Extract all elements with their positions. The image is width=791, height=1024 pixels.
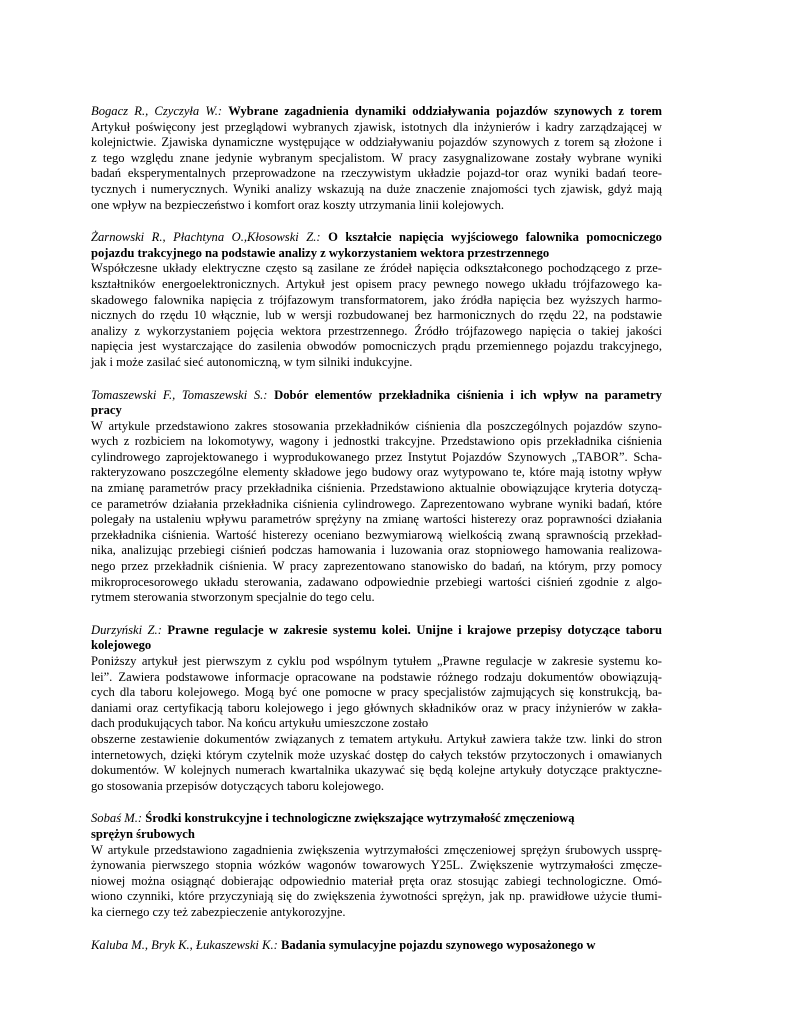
entry-abstract-line: napięcia jest wystarczające do zasilenia obwodów pomocniczych prądu przemiennego pojazdu trakcyjnego, [91, 339, 662, 354]
abstract-entry [91, 623, 662, 795]
entry-title-continuation: kolejowego [91, 638, 152, 653]
entry-abstract-line: W artykule przedstawiono zagadnienia zwiększenia wytrzymałości zmęczeniowej sprężyn śrubowych ussprę- [91, 842, 662, 857]
entry-abstract-line: nicznych do rzędu 10 włącznie, lub w wersji rozbudowanej bez harmonicznych do rzędu 22, na podstawie [91, 308, 662, 323]
entry-heading-line [91, 230, 662, 246]
entry-title: Badania symulacyjne pojazdu szynowego wyposażonego w [280, 937, 596, 952]
entry-title-continuation: pojazdu trakcyjnego na podstawie analizy z wykorzystaniem wektora przestrzennego [91, 245, 550, 260]
entry-abstract-line: polegały na ustaleniu wpływu parametrów sprężyny na zmianę wartości histerezy oraz poprawności działania [91, 512, 662, 527]
entry-abstract-line: cych dla taboru kolejowego. Mogą być one pomocne w pracy specjalistów zajmujących się konstrukcją, ba- [91, 685, 662, 700]
entry-abstract-line: internetowych, dzięki którym czytelnik może uzyskać dostęp do całych tekstów przytoczonych i omawianych [91, 747, 662, 762]
entry-authors: Kaluba M., Bryk K., Łukaszewski K.: [91, 937, 278, 952]
entry-abstract-line: na zmianę parametrów pracy przekładnika ciśnienia. Przedstawiono aktualnie obowiązujące kryteria dotyczą- [91, 481, 662, 496]
entry-abstract-line: niowej można osiągnąć dobierając odpowiednio materiał pręta oraz stosując zabiegi technologiczne. Omó- [91, 873, 662, 888]
entry-heading-line [91, 388, 662, 404]
entry-abstract-line: tycznych i numerycznych. Wyniki analizy wskazują na duże znaczenie znajomości tych zjawisk, gdyż mają [91, 181, 662, 196]
entry-abstract-line: one wpływ na bezpieczeństwo i komfort oraz koszty utrzymania linii kolejowych. [91, 197, 505, 212]
entry-abstract-line: W artykule przedstawiono zakres stosowania przekładników ciśnienia dla poszczególnych pojazdów szyno- [91, 418, 662, 433]
entry-abstract-line: go stosowania przepisów dotyczących taboru kolejowego. [91, 778, 385, 793]
abstract-entry [91, 104, 662, 213]
entry-abstract-line: Artykuł poświęcony jest przeglądowi wybranych zjawisk, istotnych dla inżynierów i kadry zarządzającej w [91, 119, 662, 134]
entry-title: Prawne regulacje w zakresie systemu kolei. Unijne i krajowe przepisy dotyczące taboru [167, 622, 662, 637]
abstract-entry [91, 811, 662, 920]
entry-abstract-line: lei”. Zawiera podstawowe informacje opracowane na podstawie różnego rodzaju dokumentów obowiązują- [91, 669, 662, 684]
entry-abstract-line: z tego względu znane jedynie wybranym specjalistom. W pracy zasygnalizowane zostały wybrane wyniki [91, 150, 662, 165]
entry-abstract-line: daniami oraz certyfikacją taboru kolejowego i jego głównych składników oraz w pracy inżynierów w zakła- [91, 700, 662, 715]
entry-heading-line [91, 104, 662, 120]
document-page [91, 104, 662, 970]
entry-abstract-line: nika, analizując przebiegi ciśnień podczas hamowania i luzowania oraz stopniowego hamowania realizowa- [91, 543, 662, 558]
abstract-entry [91, 230, 662, 370]
entry-abstract-line: ka ciernego czy też zabezpieczenie antykorozyjne. [91, 904, 346, 919]
entry-abstract-line: analizy z wykorzystaniem pojęcia wektora przestrzennego. Źródło trójfazowego napięcia o takiej jakości [91, 323, 662, 338]
entry-title: Wybrane zagadnienia dynamiki oddziaływania pojazdów szynowych z torem [228, 104, 662, 118]
abstract-entry [91, 938, 662, 954]
entry-abstract-line: cylindrowego zaprojektowanego i wyprodukowanego przez Instytut Pojazdów Szynowych „TABOR”. Scha- [91, 449, 662, 464]
entry-title: Środki konstrukcyjne i technologiczne zwiększające wytrzymałość zmęczeniową [145, 811, 575, 826]
entry-title-continuation: pracy [91, 403, 122, 418]
entry-authors: Żarnowski R., Płachtyna O.,Kłosowski Z.: [91, 230, 321, 245]
entry-abstract-line: rakteryzowano poszczególne elementy składowe jego budowy oraz wytypowano te, które mają istotny wpływ [91, 465, 662, 480]
entry-abstract-line: ce parametrów działania przekładnika ciśnienia cylindrowego. Zaprezentowano wybrane wyniki badań, które [91, 496, 662, 511]
entry-authors: Tomaszewski F., Tomaszewski S.: [91, 387, 268, 402]
entry-title-continuation: sprężyn śrubowych [91, 826, 195, 841]
entry-abstract-line: wiono czynniki, które przyczyniają się do zwiększenia żywotności sprężyn, jak np. prawidłowe użycie tłumi- [91, 889, 662, 904]
entry-abstract-line: żynowania pierwszego stopnia wózków wagonów towarowych Y25L. Zwiększenie wytrzymałości zmęcze- [91, 858, 662, 873]
entry-abstract-line: nego przez przekładnik ciśnienia. W pracy zaprezentowano stanowisko do badań, na którym, przy pomocy [91, 559, 662, 574]
entry-abstract-line: dokumentów. W kolejnych numerach kwartalnika ukazywać się będą kolejne artykuły dotyczące praktyczne- [91, 763, 662, 778]
entry-abstract-line: jak i może zasilać sieć autonomiczną, w tym silniki indukcyjne. [91, 354, 413, 369]
entry-abstract-line: wych z rozbiciem na lokomotywy, wagony i jednostki trakcyjne. Przedstawiono opis przekładnika ciśnienia [91, 434, 662, 449]
entry-authors: Sobaś M.: [91, 811, 143, 826]
entry-title: Dobór elementów przekładnika ciśnienia i ich wpływ na parametry [274, 387, 662, 402]
entry-abstract-line: obszerne zestawienie dokumentów związanych z tematem artykułu. Artykuł zawiera także tzw. linki do stron [91, 731, 662, 746]
entry-abstract-line: rytmem sterowania stworzonym specjalnie do tego celu. [91, 590, 375, 605]
entry-abstract-line: Poniższy artykuł jest pierwszym z cyklu pod wspólnym tytułem „Prawne regulacje w zakresie systemu ko- [91, 654, 662, 668]
entry-authors: Bogacz R., Czyczyła W.: [91, 104, 223, 118]
entry-abstract-line: dach produkujących tabor. Na końcu artykułu umieszczone zostało [91, 716, 429, 731]
abstract-entry [91, 388, 662, 606]
entry-heading-line [91, 623, 662, 639]
entry-heading-line [91, 811, 662, 827]
entry-heading-line [91, 938, 662, 954]
entry-abstract-line: mikroprocesorowego układu sterowania, zadawano odpowiednie przebiegi wartości ciśnień zgodnie z algo- [91, 574, 662, 589]
entry-abstract-line: Współczesne układy elektryczne często są zasilane ze źródeł napięcia odkształconego pochodzącego z prze- [91, 261, 662, 276]
entry-title: O kształcie napięcia wyjściowego falownika pomocniczego [328, 230, 662, 245]
entry-abstract-line: przekładnika ciśnienia. Wartość histerezy oceniano bezwymiarową wielkością zwaną sprawnością przekład- [91, 527, 662, 542]
entry-abstract-line: badań eksperymentalnych przeprowadzone na rzeczywistym układzie pojazd-tor oraz wyniki badań teore- [91, 166, 662, 181]
entry-abstract-line: kolejnictwie. Zjawiska dynamiczne występujące w oddziaływaniu pojazdów szynowych z torem są złożone i [91, 135, 662, 150]
entry-abstract-line: kształtników energoelektronicznych. Artykuł jest opisem pracy pewnego nowego układu trójfazowego ka- [91, 276, 662, 291]
entry-abstract-line: skadowego falownika napięcia z trójfazowym transformatorem, jako źródła napięcia bez wyższych harmo- [91, 292, 662, 307]
entry-authors: Durzyński Z.: [91, 622, 162, 637]
